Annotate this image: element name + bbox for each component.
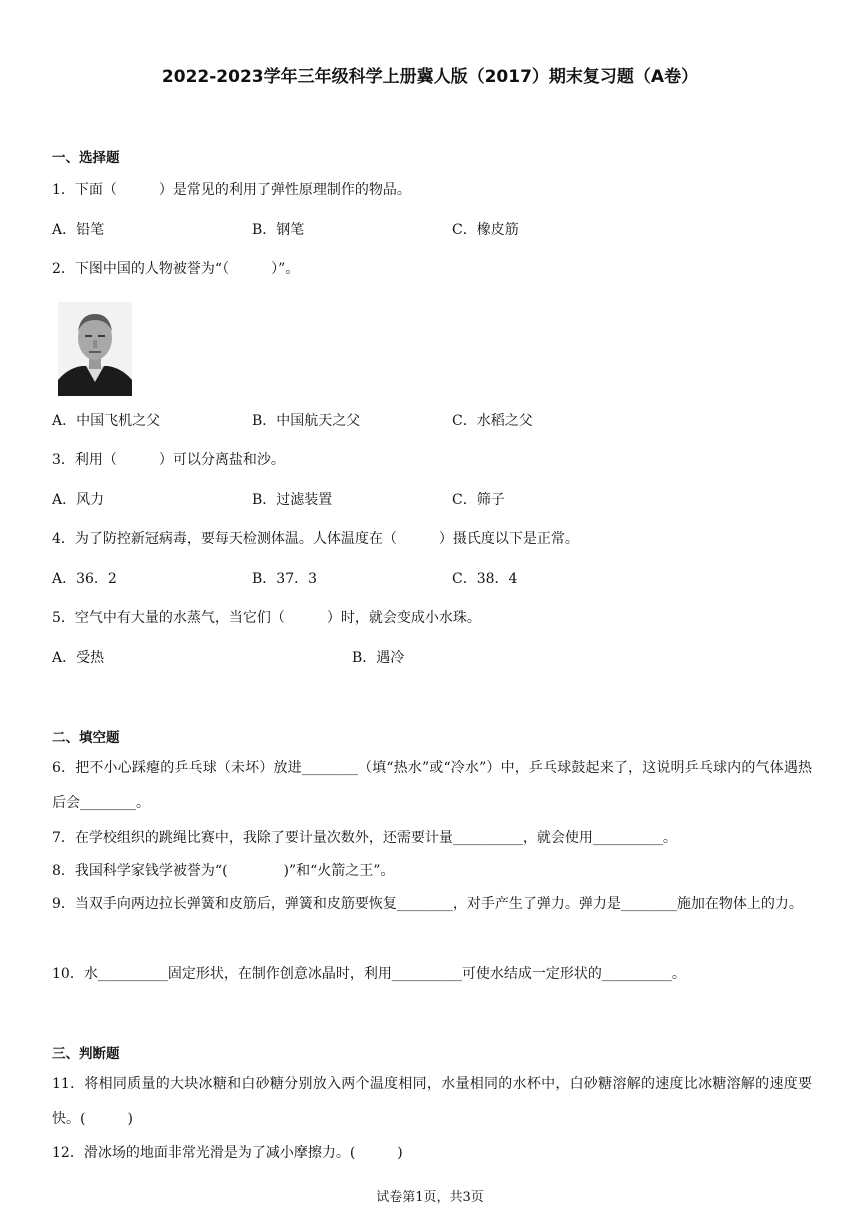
q1-option-c: C．橡皮筋 xyxy=(452,222,519,238)
q5-option-b: B．遇冷 xyxy=(352,650,405,666)
q5-option-a: A．受热 xyxy=(52,650,105,666)
question-1: 1．下面（ ）是常见的利用了弹性原理制作的物品。 xyxy=(52,182,411,198)
q4-option-c: C．38．4 xyxy=(452,571,518,587)
question-9: 9．当双手向两边拉长弹簧和皮筋后，弹簧和皮筋要恢复________，对手产生了弹力。弹力是________施加在物体上的力。 xyxy=(52,896,803,912)
section-heading-choice: 一、选择题 xyxy=(52,150,120,166)
question-11: 11．将相同质量的大块冰糖和白砂糖分别放入两个温度相同，水量相同的水杯中，白砂糖溶解的速度比冰糖溶解的速度要快。( ) xyxy=(52,1076,812,1127)
question-7: 7．在学校组织的跳绳比赛中，我除了要计量次数外，还需要计量__________，就会使用__________。 xyxy=(52,830,677,846)
q3-option-c: C．筛子 xyxy=(452,492,505,508)
section-heading-true-false: 三、判断题 xyxy=(52,1046,120,1062)
q2-option-c: C．水稻之父 xyxy=(452,413,533,429)
question-10: 10．水__________固定形状，在制作创意冰晶时，利用__________可使水结成一定形状的__________。 xyxy=(52,966,686,982)
section-heading-fill-in: 二、填空题 xyxy=(52,730,120,746)
q1-option-b: B．钢笔 xyxy=(252,222,305,238)
q3-option-b: B．过滤装置 xyxy=(252,492,333,508)
question-4: 4．为了防控新冠病毒，要每天检测体温。人体温度在（ ）摄氏度以下是正常。 xyxy=(52,531,579,547)
q2-option-a: A．中国飞机之父 xyxy=(52,413,161,429)
q3-option-a: A．风力 xyxy=(52,492,105,508)
page-footer: 试卷第1页，共3页 xyxy=(376,1190,484,1205)
question-3: 3．利用（ ）可以分离盐和沙。 xyxy=(52,452,285,468)
page-title: 2022-2023学年三年级科学上册冀人版（2017）期末复习题（A卷） xyxy=(161,67,699,87)
q4-option-a: A．36．2 xyxy=(52,571,117,587)
question-12: 12．滑冰场的地面非常光滑是为了减小摩擦力。( ) xyxy=(52,1145,403,1161)
q4-option-b: B．37．3 xyxy=(252,571,318,587)
question-2: 2．下图中国的人物被誉为“（ ）”。 xyxy=(52,261,300,277)
question-6: 6．把不小心踩瘪的乒乓球（未坏）放进________（填“热水”或“冷水”）中，乒乓球鼓起来了，这说明乒乓球内的气体遇热后会________。 xyxy=(52,760,812,811)
q1-option-a: A．铅笔 xyxy=(52,222,105,238)
question-8: 8．我国科学家钱学被誉为“( )”和“火箭之王”。 xyxy=(52,863,395,879)
portrait-photo xyxy=(58,302,132,396)
question-5: 5．空气中有大量的水蒸气，当它们（ ）时，就会变成小水珠。 xyxy=(52,610,481,626)
q2-option-b: B．中国航天之父 xyxy=(252,413,361,429)
